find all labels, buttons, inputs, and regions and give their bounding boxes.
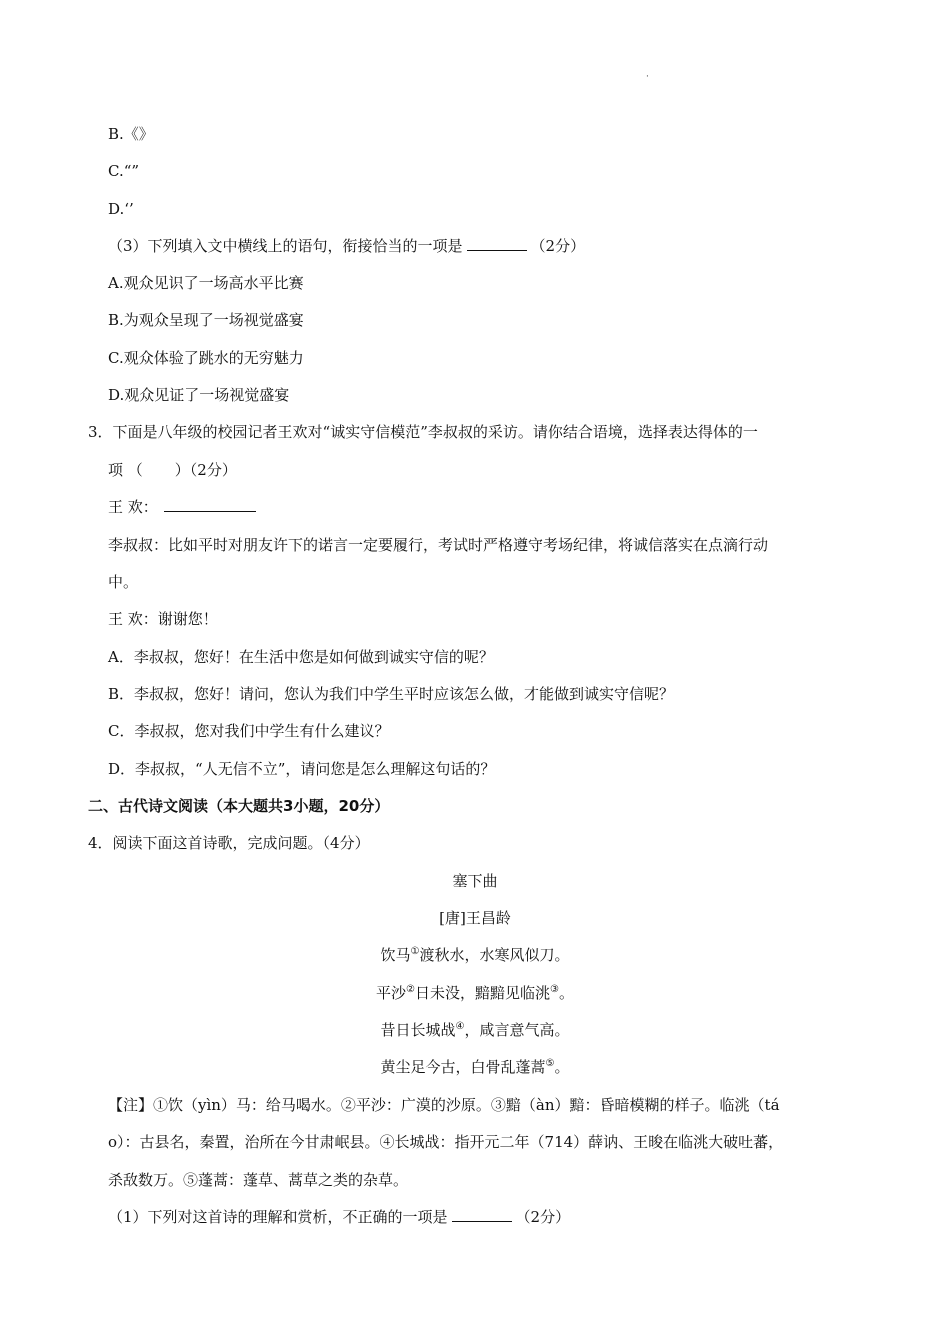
footnote-marker: ① — [410, 946, 420, 957]
q3-option-d: D．李叔叔，“人无信不立”，请问您是怎么理解这句话的？ — [108, 760, 496, 778]
q3-option-c: C．李叔叔，您对我们中学生有什么建议？ — [108, 722, 390, 740]
q4-sub1-question — [108, 1207, 570, 1227]
poem-author: [唐]王昌龄 — [439, 909, 511, 927]
q3-li-line1: 李叔叔：比如平时对朋友许下的诺言一定要履行，考试时严格遵守考场纪律，将诚信落实在点滴行动 — [108, 536, 769, 554]
poem-line-3 — [0, 1020, 950, 1040]
poem-text: 平沙 — [376, 984, 407, 1002]
footnote-marker: ⑤ — [545, 1058, 555, 1069]
poem-text: 。 — [558, 984, 574, 1002]
footnote-marker: ④ — [455, 1021, 465, 1032]
q3-stem-prefix: 项 （ — [108, 461, 143, 479]
q3-stem-line1: 3．下面是八年级的校园记者王欢对“诚实守信模范”李叔叔的采访。请你结合语境，选择表达得体的一 — [88, 423, 758, 441]
q4-sub1-text: （1）下列对这首诗的理解和赏析，不正确的一项是 — [108, 1208, 448, 1226]
poem-line-1 — [0, 945, 950, 965]
q2-sub3-score: （2分） — [530, 237, 586, 255]
q2-option-b: B.《》 — [108, 125, 154, 143]
header-dot: · — [646, 72, 649, 82]
q3-li-line2: 中。 — [108, 573, 139, 591]
poem-text: 渡秋水，水寒风似刀。 — [419, 946, 570, 964]
answer-blank — [164, 497, 256, 512]
q3-option-a: A．李叔叔，您好！在生活中您是如何做到诚实守信的呢？ — [108, 648, 494, 666]
q2-sub3-question — [108, 236, 585, 256]
q3-stem-line2 — [108, 460, 237, 480]
poem-note-line1: 【注】①饮（yìn）马：给马喝水。②平沙：广漠的沙原。③黯（àn）黯：昏暗模糊的样子。临洮（tá — [108, 1096, 780, 1114]
q3-option-b: B．李叔叔，您好！请问，您认为我们中学生平时应该怎么做，才能做到诚实守信呢？ — [108, 685, 675, 703]
poem-note-line2: o）：古县名，秦置，治所在今甘肃岷县。④长城战：指开元二年（714）薛讷、王晙在临洮大破吐蕃， — [108, 1133, 784, 1151]
poem-text: 昔日长城战 — [380, 1021, 456, 1039]
poem-text: 。 — [554, 1058, 570, 1076]
q2-sub3-option-c: C.观众体验了跳水的无穷魅力 — [108, 349, 304, 367]
q2-sub3-option-d: D.观众见证了一场视觉盛宴 — [108, 386, 290, 404]
poem-text: ，咸言意气高。 — [464, 1021, 570, 1039]
q3-stem-suffix: ）（2分） — [174, 461, 237, 479]
poem-note-line3: 杀敌数万。⑤蓬蒿：蓬草、蒿草之类的杂草。 — [108, 1171, 409, 1189]
q4-sub1-score: （2分） — [515, 1208, 571, 1226]
q3-wang-label: 王 欢： — [108, 498, 158, 516]
poem-line-2 — [0, 983, 950, 1003]
poem-title: 塞下曲 — [452, 872, 498, 890]
answer-blank — [452, 1207, 512, 1222]
section-heading: 二、古代诗文阅读（本大题共3小题，20分） — [88, 797, 390, 815]
q2-sub3-option-b: B.为观众呈现了一场视觉盛宴 — [108, 311, 304, 329]
poem-text: 饮马 — [380, 946, 411, 964]
q2-option-c: C.“” — [108, 162, 140, 180]
poem-text: 黄尘足今古，白骨乱蓬蒿 — [380, 1058, 546, 1076]
poem-line-4 — [0, 1057, 950, 1077]
q2-option-d: D.‘’ — [108, 200, 134, 218]
answer-blank — [467, 236, 527, 251]
q4-intro: 4．阅读下面这首诗歌，完成问题。（4分） — [88, 834, 370, 852]
footnote-marker: ② — [406, 984, 415, 995]
q2-sub3-text: （3）下列填入文中横线上的语句，衔接恰当的一项是 — [108, 237, 463, 255]
poem-text: 日未没，黯黯见临洮 — [414, 984, 550, 1002]
q2-sub3-option-a: A.观众见识了一场高水平比赛 — [108, 274, 304, 292]
q3-wang-question — [108, 497, 256, 517]
footnote-marker: ③ — [550, 984, 559, 995]
q3-wang-thanks: 王 欢：谢谢您！ — [108, 610, 218, 628]
